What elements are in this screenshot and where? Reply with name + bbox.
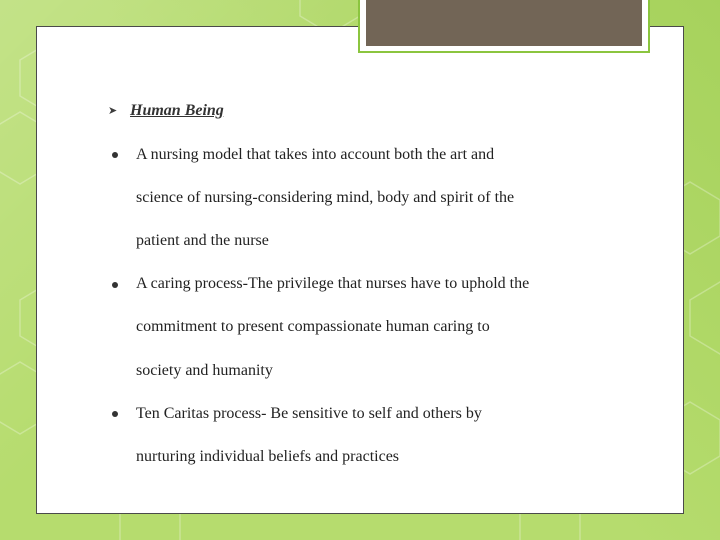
bullet-2-line-3: society and humanity <box>136 362 273 379</box>
bullet-1-line-3: patient and the nurse <box>136 232 269 249</box>
title-placeholder-fill <box>366 0 642 46</box>
bullet-1-line-1: A nursing model that takes into account both the art and <box>136 146 495 163</box>
bullet-3-line-2: nurturing individual beliefs and practices <box>136 448 400 465</box>
bullet-3-line-1: Ten Caritas process- Be sensitive to self and others by <box>136 405 482 422</box>
section-heading-text: Human Being <box>130 102 224 119</box>
ornamental-arrow-icon: ➤ <box>108 104 118 117</box>
title-placeholder-block <box>358 0 650 53</box>
bullet-1-line-2: science of nursing-considering mind, body and spirit of the <box>136 189 515 206</box>
bullet-point-2 <box>112 282 118 288</box>
bullet-2-line-2: commitment to present compassionate human caring to <box>136 318 490 335</box>
bullet-point-1 <box>112 152 118 158</box>
bullet-2-line-1: A caring process-The privilege that nurses have to uphold the <box>136 275 530 292</box>
bullet-point-3 <box>112 411 118 417</box>
